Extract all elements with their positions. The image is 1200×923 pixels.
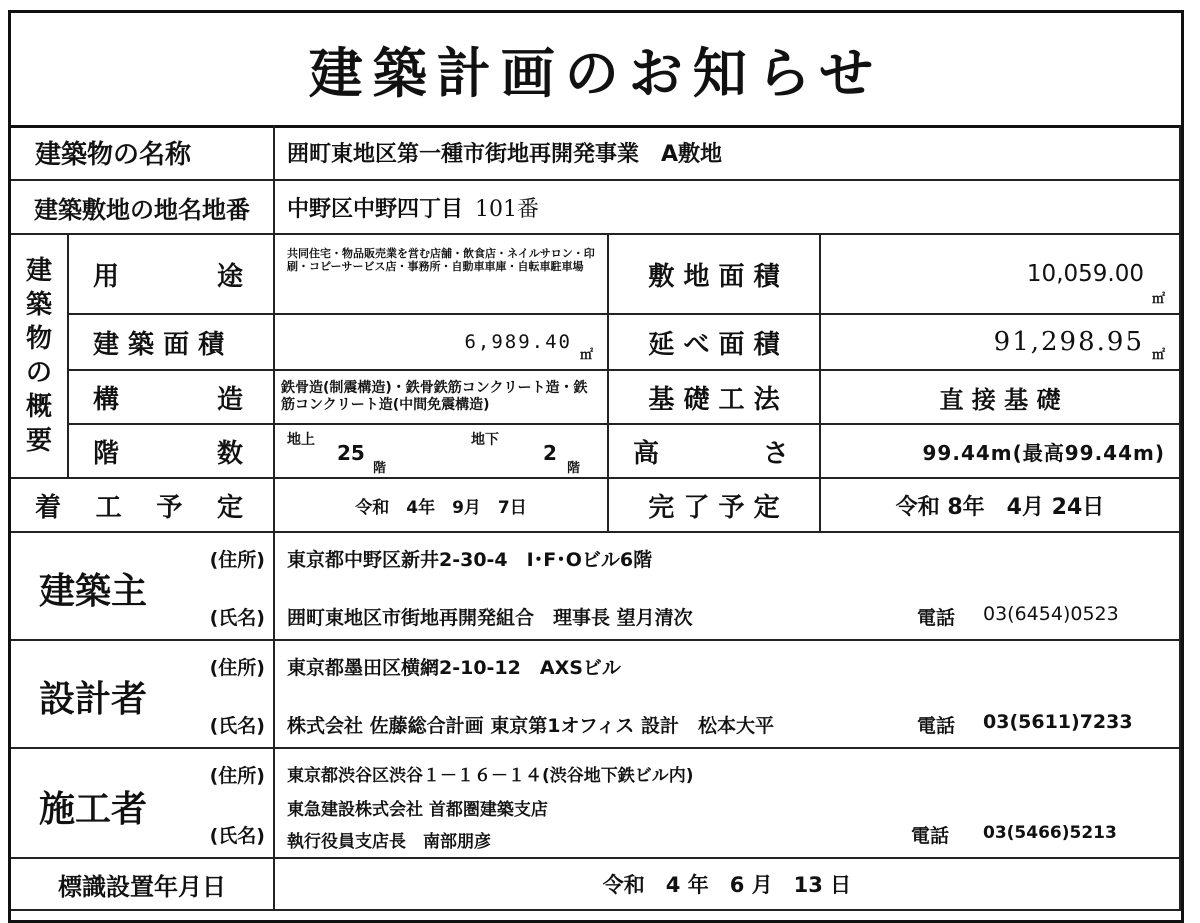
overview-section-label bbox=[11, 235, 69, 479]
contractor-tel-label: 電話 bbox=[911, 825, 950, 847]
completion-value: 令和 8年 4月 24日 bbox=[821, 479, 1181, 533]
building-name-value: 囲町東地区第一種市街地再開発事業 A敷地 bbox=[275, 125, 1181, 181]
foundation-value: 直 接 基 礎 bbox=[821, 371, 1181, 425]
owner-label-cell bbox=[11, 533, 275, 641]
building-area-unit: ㎡ bbox=[579, 348, 593, 363]
site-area-number: 10,059.00 bbox=[1026, 261, 1144, 287]
use-label-a: 用 bbox=[93, 261, 120, 292]
completion-label: 完 了 予 定 bbox=[609, 479, 821, 533]
overview-char-3: 物 bbox=[25, 324, 52, 354]
site-address-area: 中野区中野四丁目 bbox=[287, 196, 464, 222]
building-area-number: 6,989.40 bbox=[464, 331, 572, 353]
building-area-label: 建 築 面 積 bbox=[69, 315, 275, 371]
site-area-label: 敷 地 面 積 bbox=[609, 235, 821, 315]
contractor-address: 東京都渋谷区渋谷１－１６－１４(渋谷地下鉄ビル内) bbox=[287, 766, 694, 786]
site-address-label: 建築敷地の地名地番 bbox=[11, 181, 275, 235]
start-label-a: 着 bbox=[35, 492, 62, 523]
overview-char-1: 建 bbox=[25, 256, 52, 286]
designer-name: 株式会社 佐藤総合計画 東京第1オフィス 設計 松本大平 bbox=[287, 715, 774, 737]
owner-name-label: (氏名) bbox=[209, 607, 265, 629]
foundation-label: 基 礎 工 法 bbox=[609, 371, 821, 425]
floors-label bbox=[69, 425, 275, 479]
designer-tel: 03(5611)7233 bbox=[983, 711, 1133, 733]
floors-value bbox=[275, 425, 609, 479]
contractor-label: 施工者 bbox=[39, 789, 148, 830]
designer-tel-label: 電話 bbox=[917, 715, 956, 737]
height-label-a: 高 bbox=[633, 438, 660, 469]
contractor-label-cell bbox=[11, 749, 275, 859]
posted-label: 標識設置年月日 bbox=[11, 859, 275, 911]
structure-value: 鉄骨造(制震構造)・鉄骨鉄筋コンクリート造・鉄筋コンクリート造(中間免震構造) bbox=[275, 371, 609, 425]
structure-label bbox=[69, 371, 275, 425]
site-area-value bbox=[821, 235, 1181, 315]
site-address-number: 101番 bbox=[475, 196, 540, 222]
floors-below-unit: 階 bbox=[567, 461, 581, 476]
start-label-b: 工 bbox=[95, 492, 122, 523]
designer-label-cell bbox=[11, 641, 275, 749]
owner-tel: 03(6454)0523 bbox=[983, 603, 1119, 625]
building-name-label bbox=[11, 125, 275, 181]
contractor-name: 執行役員支店長 南部朋彦 bbox=[287, 832, 491, 852]
height-label-b: さ bbox=[762, 438, 789, 469]
overview-char-2: 築 bbox=[25, 290, 52, 320]
floor-area-unit: ㎡ bbox=[1151, 348, 1165, 363]
building-area-value bbox=[275, 315, 609, 371]
contractor-address-label: (住所) bbox=[209, 765, 265, 787]
floors-label-a: 階 bbox=[93, 438, 120, 469]
floors-below-number: 2 bbox=[543, 441, 557, 465]
designer-address-label: (住所) bbox=[209, 657, 265, 679]
notice-board bbox=[8, 10, 1184, 923]
site-area-unit: ㎡ bbox=[1151, 292, 1165, 307]
designer-address: 東京都墨田区横網2-10-12 AXSビル bbox=[287, 657, 621, 679]
site-address-value bbox=[275, 181, 1181, 235]
height-value: 99.44m(最高99.44m) bbox=[821, 425, 1181, 479]
owner-info-cell bbox=[275, 533, 1181, 641]
owner-address: 東京都中野区新井2-30-4 I･F･Oビル6階 bbox=[287, 549, 653, 571]
contractor-name-label: (氏名) bbox=[209, 825, 265, 847]
floor-area-label: 延 べ 面 積 bbox=[609, 315, 821, 371]
posted-value: 令和 4 年 6 月 13 日 bbox=[275, 859, 1181, 911]
overview-char-4: の bbox=[25, 358, 52, 388]
use-label-b: 途 bbox=[216, 261, 243, 292]
start-label-d: 定 bbox=[216, 492, 243, 523]
designer-label: 設計者 bbox=[39, 679, 148, 720]
start-label bbox=[11, 479, 275, 533]
contractor-info-cell bbox=[275, 749, 1181, 859]
floors-above-number: 25 bbox=[337, 441, 365, 465]
floors-below-label: 地下 bbox=[471, 432, 499, 448]
owner-label: 建築主 bbox=[39, 571, 148, 612]
owner-name: 囲町東地区市街地再開発組合 理事長 望月清次 bbox=[287, 607, 693, 629]
owner-tel-label: 電話 bbox=[917, 607, 956, 629]
floors-label-b: 数 bbox=[216, 438, 243, 469]
designer-info-cell bbox=[275, 641, 1181, 749]
contractor-tel: 03(5466)5213 bbox=[983, 823, 1117, 843]
designer-name-label: (氏名) bbox=[209, 715, 265, 737]
owner-address-label: (住所) bbox=[209, 549, 265, 571]
floor-area-value bbox=[821, 315, 1181, 371]
floor-area-number: 91,298.95 bbox=[993, 327, 1144, 357]
start-label-c: 予 bbox=[156, 492, 183, 523]
floors-above-label: 地上 bbox=[287, 432, 315, 448]
use-value: 共同住宅・物品販売業を営む店舗・飲食店・ネイルサロン・印刷・コピーサービス店・事務所・自動車車庫・自転車駐車場 bbox=[275, 235, 609, 315]
notice-title: 建築計画のお知らせ bbox=[11, 13, 1181, 128]
start-value: 令和 4年 9月 7日 bbox=[275, 479, 609, 533]
structure-label-a: 構 bbox=[93, 384, 120, 415]
overview-char-5: 概 bbox=[25, 392, 52, 422]
contractor-company: 東急建設株式会社 首都圏建築支店 bbox=[287, 800, 548, 820]
building-name-label-text: 建築物の名称 bbox=[35, 139, 192, 170]
floors-above-unit: 階 bbox=[373, 461, 387, 476]
height-label bbox=[609, 425, 821, 479]
structure-label-b: 造 bbox=[216, 384, 243, 415]
overview-char-6: 要 bbox=[25, 426, 52, 456]
use-label bbox=[69, 235, 275, 315]
